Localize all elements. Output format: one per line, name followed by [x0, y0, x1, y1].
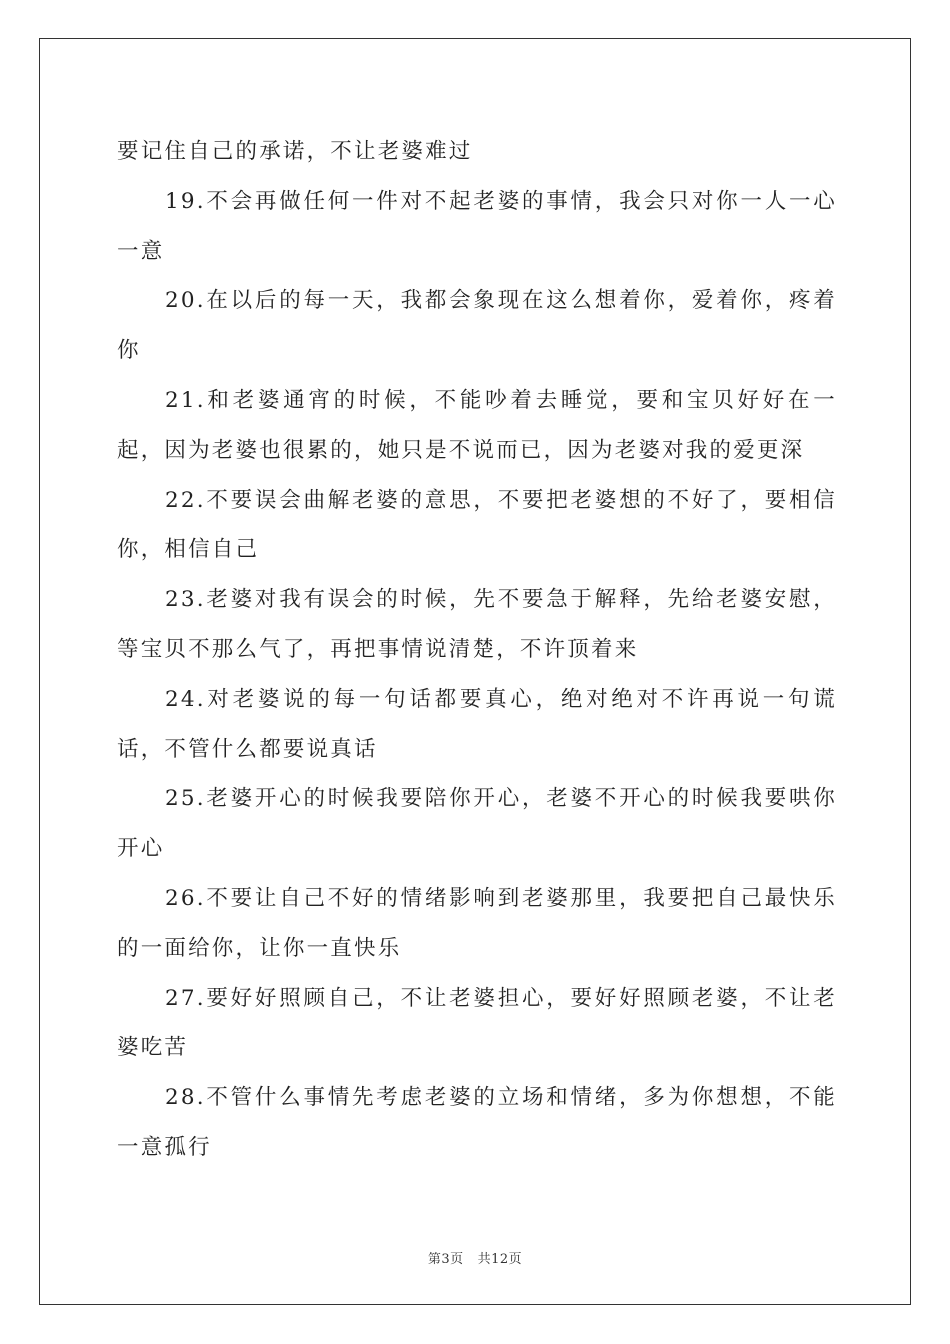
document-body: [117, 127, 837, 1173]
paragraph-item-27: 27.要好好照顾自己，不让老婆担心，要好好照顾老婆，不让老婆吃苦: [117, 985, 837, 1061]
page-total: 共12页: [477, 1252, 523, 1267]
paragraph-item-24: 24.对老婆说的每一句话都要真心，绝对绝对不许再说一句谎话，不管什么都要说真话: [117, 686, 837, 762]
paragraph-item-25: 25.老婆开心的时候我要陪你开心，老婆不开心的时候我要哄你开心: [117, 786, 837, 862]
paragraph-item-22: 22.不要误会曲解老婆的意思，不要把老婆想的不好了，要相信你，相信自己: [117, 487, 837, 563]
paragraph-item-28: 28.不管什么事情先考虑老婆的立场和情绪，多为你想想，不能一意孤行: [117, 1085, 837, 1160]
paragraph-item-23: 23.老婆对我有误会的时候，先不要急于解释，先给老婆安慰，等宝贝不那么气了，再把事情说清楚，不许顶着来: [117, 587, 837, 662]
paragraph-continuation: 要记住自己的承诺，不让老婆难过: [117, 139, 473, 164]
paragraph-item-26: 26.不要让自己不好的情绪影响到老婆那里，我要把自己最快乐的一面给你，让你一直快乐: [117, 885, 837, 961]
page-footer: [0, 1248, 950, 1267]
paragraph-item-19: 19.不会再做任何一件对不起老婆的事情，我会只对你一人一心一意: [117, 188, 837, 264]
paragraph-item-20: 20.在以后的每一天，我都会象现在这么想着你，爱着你，疼着你: [117, 288, 837, 364]
page-number: 第3页: [427, 1252, 464, 1267]
paragraph-item-21: 21.和老婆通宵的时候，不能吵着去睡觉，要和宝贝好好在一起，因为老婆也很累的，她只是不说而已，因为老婆对我的爱更深: [117, 387, 837, 463]
